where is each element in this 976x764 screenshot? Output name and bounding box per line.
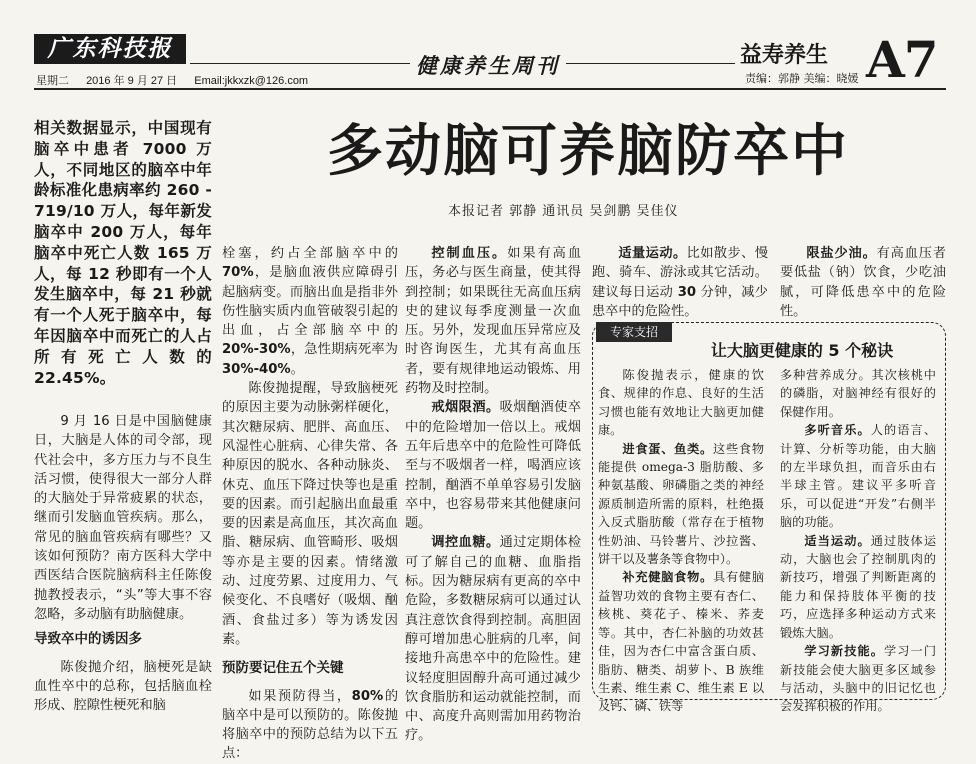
text-run: 的脑卒中是可以预防的。陈俊抛将脑卒中的预防总结为以下五点： bbox=[222, 688, 399, 762]
text-run: 比如散步、慢跑、骑车、游泳或其它活动。建议每日运动 bbox=[592, 246, 769, 300]
text-run: 有高血压者要低盐（钠）饮食，少吃油腻，可降低患卒中的危险性。 bbox=[780, 246, 946, 319]
paragraph bbox=[780, 244, 946, 321]
editor-credits: 责编：郭静 美编：晓媛 bbox=[745, 72, 859, 85]
text-run: 吸烟酗酒使卒中的危险增加一倍以上。戒烟五年后患卒中的危险性可降低至与不吸烟者一样，喝酒应该控制，酗酒不单单容易引发脑卒中，也容易带来其他健康问题。 bbox=[405, 400, 582, 532]
stat-30-minutes: 30 bbox=[677, 284, 697, 300]
article-column-3 bbox=[405, 244, 581, 746]
paragraph bbox=[598, 568, 764, 715]
subheading: 预防要记住五个关键 bbox=[222, 660, 344, 677]
text-run: 这些食物能提供 omega-3 脂肪酸、多种氨基酸、卵磷脂之类的神经源质制造所需的原料，杜绝摄入反式脂肪酸（常存在于植物性奶油、马铃薯片、沙拉酱、饼干以及薯条等食物中）。 bbox=[598, 441, 765, 567]
tip-title: 进食蛋、鱼类。 bbox=[622, 441, 713, 456]
text-run: ，是脑血液供应障碍引起脑病变。而脑出血是指非外伤性脑实质内血管破裂引起的出血，占全部脑卒中的 bbox=[222, 265, 398, 339]
page-number: A7 bbox=[866, 30, 938, 89]
article-column-2 bbox=[222, 244, 398, 764]
tips-column-right bbox=[780, 366, 936, 716]
paragraph bbox=[405, 398, 581, 533]
paragraph bbox=[405, 244, 581, 398]
text-run: 如果预防得当， bbox=[248, 688, 352, 704]
paragraph: 多种营养成分。其次核桃中的磷脂，对脑神经有很好的保健作用。 bbox=[780, 368, 936, 419]
tip-title: 补充健脑食物。 bbox=[622, 570, 713, 585]
paragraph bbox=[598, 440, 764, 569]
text-run: 人的语言、计算、分析等功能，由大脑的左半球负担，而音乐由右半球主管。建议平多听音乐，可以促进“开发”右侧半脑的功能。 bbox=[780, 423, 937, 530]
paragraph: 陈俊抛表示，健康的饮食、规律的作息、良好的生活习惯也能有效地让大脑更加健康。 bbox=[598, 368, 764, 438]
expert-tips-title: 让大脑更健康的 5 个秘诀 bbox=[710, 341, 894, 360]
article-column-4 bbox=[592, 244, 768, 321]
dateline bbox=[36, 72, 322, 88]
paragraph bbox=[780, 421, 936, 531]
stat-70: 70% bbox=[222, 265, 254, 281]
text-run: 。 bbox=[290, 361, 304, 377]
subheading: 导致卒中的诱因多 bbox=[34, 631, 142, 648]
paragraph bbox=[222, 244, 398, 379]
article-headline: 多动脑可养脑防卒中 bbox=[327, 119, 849, 184]
stat-30-40: 30%-40% bbox=[222, 361, 291, 377]
text-run: ，急性期病死率为 bbox=[290, 342, 398, 358]
stat-20-30: 20%-30% bbox=[222, 342, 291, 358]
article-byline: 本报记者 郭静 通讯员 吴剑鹏 吴佳仪 bbox=[448, 204, 679, 219]
text-run: 栓塞，约占全部脑卒中的 bbox=[222, 246, 398, 261]
point-title: 戒烟限酒。 bbox=[431, 400, 500, 416]
paragraph: 陈俊抛介绍，脑梗死是缺血性卒中的总称，包括脑血栓形成、腔隙性梗死和脑 bbox=[34, 659, 212, 714]
paragraph bbox=[592, 244, 768, 321]
section-name: 益寿养生 bbox=[740, 43, 829, 68]
paragraph: 陈俊抛提醒，导致脑梗死的原因主要为动脉粥样硬化，其次糖尿病、肥胖、高血压、风湿性心脏病、心律失常、各种原因的脱水、各种动脉炎、休克、血压下降过快等也是重要的因素。而引起脑出血最重要的因素是高血压，其次高血脂、糖尿病、血管畸形、吸烟等亦是主要的因素。情绪激动、过度劳累、过度用力、气候变化、不良嗜好（吸烟、酗酒、食盐过多）等为诱发因素。 bbox=[222, 381, 398, 647]
article-column-5 bbox=[780, 244, 946, 321]
text-run: 如果有高血压，务必与医生商量，使其得到控制；如果既往无高血压病史的建议每季度测量一次血压。另外，发现血压异常应及时咨询医生，尤其有高血压者，要有规律地运动锻炼、用药物及时控制。 bbox=[405, 246, 582, 397]
paragraph bbox=[222, 687, 398, 764]
paragraph bbox=[780, 642, 936, 716]
text-run: 通过定期体检可了解自己的血糖、血脂指标。因为糖尿病有更高的卒中危险，多数糖尿病可以通过认真注意饮食得到控制。高胆固醇可增加患心脏病的几率，间接地升高患卒中的危险性。建议轻度胆固醇升高可通过减少饮食脂肪和运动就能控制，而中、高度升高则需加用药物治疗。 bbox=[405, 535, 582, 744]
text-run: 通过肢体运动，大脑也会了控制肌肉的新技巧，增强了判断距离的能力和保持肢体平衡的技巧，应选择多种运动方式来锻炼大脑。 bbox=[780, 533, 937, 640]
point-title: 适量运动。 bbox=[618, 246, 687, 261]
tip-title: 适当运动。 bbox=[804, 533, 871, 548]
expert-tips-tag: 专家支招 bbox=[596, 322, 672, 342]
point-title: 限盐少油。 bbox=[806, 246, 877, 261]
header-bottom-rule bbox=[34, 88, 946, 90]
tip-title: 多听音乐。 bbox=[804, 423, 871, 438]
newspaper-masthead: 广东科技报 bbox=[34, 34, 186, 64]
point-title: 调控血糖。 bbox=[431, 535, 500, 551]
paragraph bbox=[780, 532, 936, 642]
text-run: 分钟，减少患卒中的危险性。 bbox=[592, 284, 768, 319]
point-title: 控制血压。 bbox=[431, 246, 508, 261]
stat-80: 80% bbox=[351, 688, 384, 704]
tip-title: 学习新技能。 bbox=[804, 644, 885, 659]
tips-column-left bbox=[598, 366, 764, 716]
article-lead: 相关数据显示，中国现有脑卒中患者 7000 万人，不同地区的脑卒中年龄标准化患病率约 260 - 719/10 万人，每年新发脑卒中 200 万人，每年脑卒中死亡人数 165 万人，每 12 秒即有一个人发生脑卒中，每 21 秒就有一个人死于脑卒中，每年因脑卒中而死亡的人占所有死亡人数的 22.45%。 bbox=[34, 119, 212, 387]
paragraph bbox=[405, 533, 581, 745]
issue-date: 2016 年 9 月 27 日 bbox=[86, 75, 178, 87]
paragraph: 9 月 16 日是中国脑健康日，大脑是人体的司令部，现代社会中，多方压力与不良生活习惯，使得很大一部分人群的大脑处于异常疲累的状态，继而引发脑血管疾病。那么，常见的脑血管疾病有哪些？又该如何预防？南方医科大学中西医结合医院脑病科主任陈俊抛教授表示，“头”等大事不容忽略，多动脑有助脑健康。 bbox=[34, 414, 212, 622]
article-column-1 bbox=[34, 412, 212, 715]
contact-email: Email:jkkxzk@126.com bbox=[194, 75, 309, 87]
weekday: 星期二 bbox=[36, 75, 69, 87]
text-run: 具有健脑益智功效的食物主要有杏仁、核桃、葵花子、榛米、荞麦等。其中，杏仁补脑的功效甚佳，因为杏仁中富含蛋白质、脂肪、糖类、胡萝卜、B 族维生素、维生素 C、维生素 E 以及钙、磷、铁等 bbox=[598, 570, 765, 714]
text-run: 学习一门新技能会使大脑更多区域参与活动，头脑中的旧记忆也会发挥积极的作用。 bbox=[780, 644, 937, 714]
weekly-title: 健康养生周刊 bbox=[410, 50, 566, 80]
